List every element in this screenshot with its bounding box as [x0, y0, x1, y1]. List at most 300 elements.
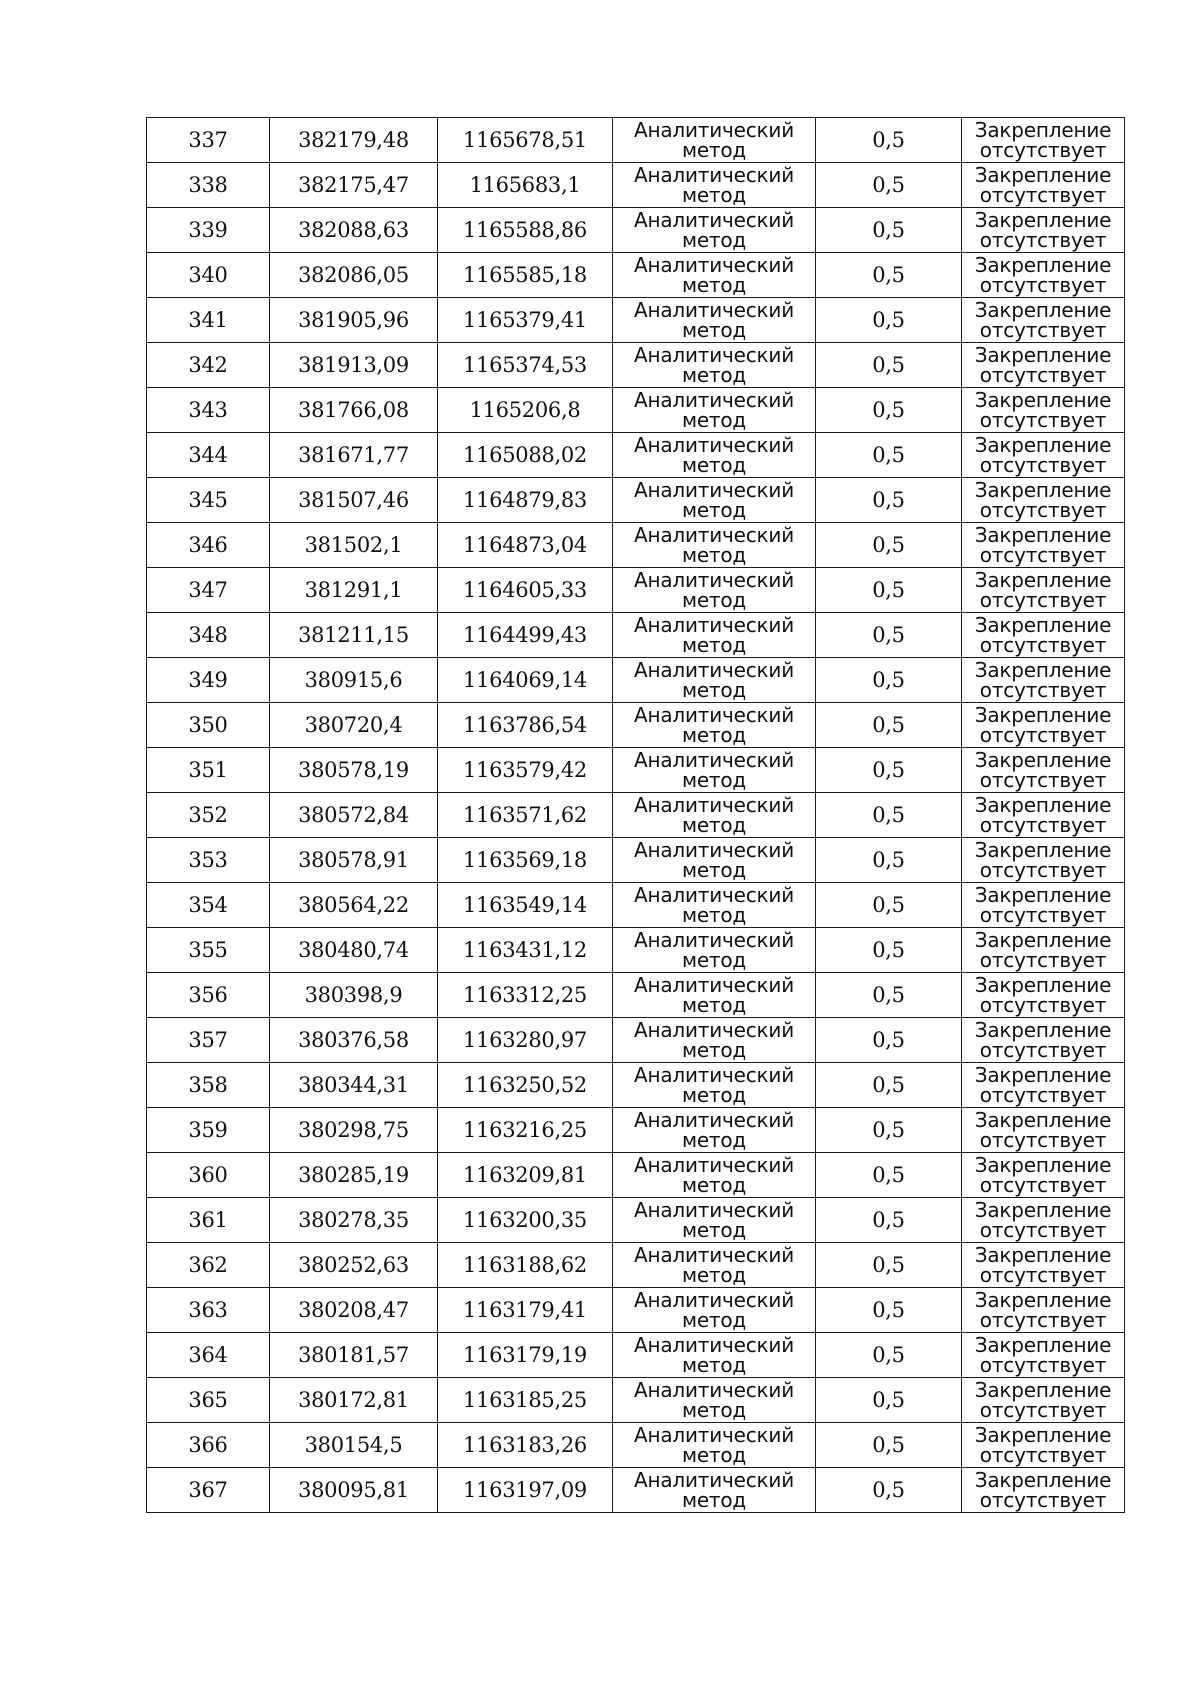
fixation-cell	[962, 973, 1125, 1018]
y-coordinate-cell: 1164605,33	[438, 568, 613, 613]
method-cell-line-2: метод	[681, 183, 747, 207]
fixation-cell-line-2: отсутствует	[979, 813, 1107, 837]
x-coordinate-cell: 380208,47	[270, 1288, 438, 1333]
table-row	[147, 1063, 1125, 1108]
x-coordinate-cell: 380154,5	[270, 1423, 438, 1468]
fixation-cell-line-2: отсутствует	[979, 543, 1107, 567]
method-cell	[613, 343, 816, 388]
fixation-cell-line-2: отсутствует	[979, 633, 1107, 657]
x-coordinate-cell: 381905,96	[270, 298, 438, 343]
point-number-cell: 352	[147, 793, 270, 838]
x-coordinate-cell: 380578,19	[270, 748, 438, 793]
fixation-cell	[962, 613, 1125, 658]
method-cell-line-2: метод	[681, 1128, 747, 1152]
fixation-cell-line-2: отсутствует	[979, 1173, 1107, 1197]
x-coordinate-cell: 380278,35	[270, 1198, 438, 1243]
fixation-cell	[962, 433, 1125, 478]
table-row	[147, 1018, 1125, 1063]
accuracy-cell: 0,5	[816, 388, 962, 433]
method-cell-line-2: метод	[681, 633, 747, 657]
method-cell-line-2: метод	[681, 1398, 747, 1422]
x-coordinate-cell: 381502,1	[270, 523, 438, 568]
accuracy-cell: 0,5	[816, 298, 962, 343]
y-coordinate-cell: 1163312,25	[438, 973, 613, 1018]
fixation-cell-line-1: Закрепление	[974, 838, 1112, 862]
method-cell	[613, 478, 816, 523]
y-coordinate-cell: 1165374,53	[438, 343, 613, 388]
point-number-cell: 342	[147, 343, 270, 388]
accuracy-cell: 0,5	[816, 1018, 962, 1063]
point-number-cell: 364	[147, 1333, 270, 1378]
method-cell	[613, 1153, 816, 1198]
fixation-cell-line-2: отсутствует	[979, 768, 1107, 792]
y-coordinate-cell: 1163179,19	[438, 1333, 613, 1378]
method-cell-line-1: Аналитический	[633, 658, 795, 682]
fixation-cell-line-2: отсутствует	[979, 453, 1107, 477]
method-cell-line-1: Аналитический	[633, 1378, 795, 1402]
table-row	[147, 973, 1125, 1018]
method-cell	[613, 253, 816, 298]
y-coordinate-cell: 1163179,41	[438, 1288, 613, 1333]
method-cell-line-2: метод	[681, 363, 747, 387]
fixation-cell	[962, 1018, 1125, 1063]
method-cell	[613, 1333, 816, 1378]
y-coordinate-cell: 1163549,14	[438, 883, 613, 928]
fixation-cell	[962, 1153, 1125, 1198]
fixation-cell	[962, 568, 1125, 613]
point-number-cell: 341	[147, 298, 270, 343]
fixation-cell-line-1: Закрепление	[974, 658, 1112, 682]
x-coordinate-cell: 381291,1	[270, 568, 438, 613]
x-coordinate-cell: 381211,15	[270, 613, 438, 658]
method-cell-line-2: метод	[681, 498, 747, 522]
fixation-cell-line-2: отсутствует	[979, 1038, 1107, 1062]
point-number-cell: 343	[147, 388, 270, 433]
table-row	[147, 298, 1125, 343]
method-cell-line-2: метод	[681, 1488, 747, 1512]
table-row	[147, 253, 1125, 298]
table-row	[147, 343, 1125, 388]
y-coordinate-cell: 1165678,51	[438, 118, 613, 163]
method-cell-line-2: метод	[681, 948, 747, 972]
accuracy-cell: 0,5	[816, 883, 962, 928]
table-row	[147, 793, 1125, 838]
method-cell-line-1: Аналитический	[633, 928, 795, 952]
y-coordinate-cell: 1164879,83	[438, 478, 613, 523]
accuracy-cell: 0,5	[816, 253, 962, 298]
method-cell	[613, 1378, 816, 1423]
table-row	[147, 658, 1125, 703]
method-cell	[613, 118, 816, 163]
fixation-cell-line-1: Закрепление	[974, 1423, 1112, 1447]
method-cell-line-1: Аналитический	[633, 343, 795, 367]
method-cell-line-1: Аналитический	[633, 703, 795, 727]
point-number-cell: 337	[147, 118, 270, 163]
method-cell-line-2: метод	[681, 273, 747, 297]
method-cell-line-2: метод	[681, 768, 747, 792]
method-cell	[613, 1468, 816, 1513]
fixation-cell	[962, 928, 1125, 973]
fixation-cell-line-1: Закрепление	[974, 748, 1112, 772]
point-number-cell: 356	[147, 973, 270, 1018]
point-number-cell: 367	[147, 1468, 270, 1513]
y-coordinate-cell: 1163571,62	[438, 793, 613, 838]
fixation-cell	[962, 748, 1125, 793]
point-number-cell: 351	[147, 748, 270, 793]
fixation-cell	[962, 253, 1125, 298]
table-row	[147, 118, 1125, 163]
x-coordinate-cell: 380915,6	[270, 658, 438, 703]
fixation-cell-line-2: отсутствует	[979, 723, 1107, 747]
x-coordinate-cell: 380172,81	[270, 1378, 438, 1423]
fixation-cell-line-2: отсутствует	[979, 138, 1107, 162]
method-cell-line-1: Аналитический	[633, 253, 795, 277]
accuracy-cell: 0,5	[816, 433, 962, 478]
fixation-cell-line-2: отсутствует	[979, 1128, 1107, 1152]
point-number-cell: 353	[147, 838, 270, 883]
fixation-cell	[962, 298, 1125, 343]
method-cell-line-1: Аналитический	[633, 388, 795, 412]
method-cell	[613, 1063, 816, 1108]
point-number-cell: 365	[147, 1378, 270, 1423]
fixation-cell-line-2: отсутствует	[979, 183, 1107, 207]
fixation-cell-line-1: Закрепление	[974, 1378, 1112, 1402]
coordinates-table-body	[147, 118, 1125, 1513]
fixation-cell	[962, 883, 1125, 928]
fixation-cell-line-1: Закрепление	[974, 1333, 1112, 1357]
table-row	[147, 1378, 1125, 1423]
fixation-cell-line-2: отсутствует	[979, 273, 1107, 297]
y-coordinate-cell: 1163185,25	[438, 1378, 613, 1423]
point-number-cell: 359	[147, 1108, 270, 1153]
point-number-cell: 358	[147, 1063, 270, 1108]
y-coordinate-cell: 1163431,12	[438, 928, 613, 973]
method-cell-line-2: метод	[681, 228, 747, 252]
table-row	[147, 838, 1125, 883]
method-cell	[613, 703, 816, 748]
accuracy-cell: 0,5	[816, 1423, 962, 1468]
method-cell-line-1: Аналитический	[633, 298, 795, 322]
fixation-cell-line-1: Закрепление	[974, 1468, 1112, 1492]
y-coordinate-cell: 1163183,26	[438, 1423, 613, 1468]
table-row	[147, 1333, 1125, 1378]
fixation-cell	[962, 1378, 1125, 1423]
method-cell	[613, 1288, 816, 1333]
table-row	[147, 1198, 1125, 1243]
fixation-cell-line-1: Закрепление	[974, 1243, 1112, 1267]
accuracy-cell: 0,5	[816, 838, 962, 883]
accuracy-cell: 0,5	[816, 118, 962, 163]
fixation-cell-line-2: отсутствует	[979, 498, 1107, 522]
fixation-cell-line-2: отсутствует	[979, 1353, 1107, 1377]
x-coordinate-cell: 381507,46	[270, 478, 438, 523]
x-coordinate-cell: 382175,47	[270, 163, 438, 208]
point-number-cell: 339	[147, 208, 270, 253]
x-coordinate-cell: 380398,9	[270, 973, 438, 1018]
method-cell-line-1: Аналитический	[633, 118, 795, 142]
coordinates-table	[146, 117, 1125, 1513]
method-cell-line-1: Аналитический	[633, 1423, 795, 1447]
method-cell-line-1: Аналитический	[633, 973, 795, 997]
method-cell-line-1: Аналитический	[633, 1288, 795, 1312]
method-cell-line-1: Аналитический	[633, 883, 795, 907]
fixation-cell-line-2: отсутствует	[979, 948, 1107, 972]
fixation-cell-line-1: Закрепление	[974, 1198, 1112, 1222]
method-cell-line-1: Аналитический	[633, 523, 795, 547]
x-coordinate-cell: 380252,63	[270, 1243, 438, 1288]
fixation-cell	[962, 838, 1125, 883]
method-cell-line-2: метод	[681, 993, 747, 1017]
y-coordinate-cell: 1165585,18	[438, 253, 613, 298]
y-coordinate-cell: 1165588,86	[438, 208, 613, 253]
accuracy-cell: 0,5	[816, 1378, 962, 1423]
point-number-cell: 362	[147, 1243, 270, 1288]
fixation-cell	[962, 1063, 1125, 1108]
method-cell-line-1: Аналитический	[633, 793, 795, 817]
point-number-cell: 348	[147, 613, 270, 658]
fixation-cell-line-1: Закрепление	[974, 388, 1112, 412]
method-cell-line-2: метод	[681, 588, 747, 612]
method-cell-line-1: Аналитический	[633, 433, 795, 457]
fixation-cell-line-1: Закрепление	[974, 883, 1112, 907]
fixation-cell	[962, 658, 1125, 703]
method-cell	[613, 163, 816, 208]
table-row	[147, 1468, 1125, 1513]
point-number-cell: 357	[147, 1018, 270, 1063]
y-coordinate-cell: 1164499,43	[438, 613, 613, 658]
table-row	[147, 523, 1125, 568]
method-cell-line-2: метод	[681, 678, 747, 702]
method-cell-line-2: метод	[681, 1218, 747, 1242]
fixation-cell-line-1: Закрепление	[974, 433, 1112, 457]
x-coordinate-cell: 380578,91	[270, 838, 438, 883]
point-number-cell: 361	[147, 1198, 270, 1243]
table-row	[147, 163, 1125, 208]
x-coordinate-cell: 381766,08	[270, 388, 438, 433]
table-row	[147, 883, 1125, 928]
method-cell	[613, 973, 816, 1018]
fixation-cell	[962, 1243, 1125, 1288]
fixation-cell	[962, 1468, 1125, 1513]
accuracy-cell: 0,5	[816, 658, 962, 703]
table-row	[147, 388, 1125, 433]
x-coordinate-cell: 380564,22	[270, 883, 438, 928]
method-cell-line-1: Аналитический	[633, 568, 795, 592]
method-cell-line-2: метод	[681, 813, 747, 837]
fixation-cell	[962, 343, 1125, 388]
method-cell	[613, 1243, 816, 1288]
fixation-cell-line-2: отсутствует	[979, 363, 1107, 387]
fixation-cell-line-2: отсутствует	[979, 858, 1107, 882]
fixation-cell-line-2: отсутствует	[979, 1308, 1107, 1332]
point-number-cell: 340	[147, 253, 270, 298]
y-coordinate-cell: 1164873,04	[438, 523, 613, 568]
fixation-cell	[962, 1333, 1125, 1378]
method-cell	[613, 433, 816, 478]
method-cell	[613, 1018, 816, 1063]
accuracy-cell: 0,5	[816, 1243, 962, 1288]
x-coordinate-cell: 380572,84	[270, 793, 438, 838]
fixation-cell-line-2: отсутствует	[979, 1398, 1107, 1422]
fixation-cell-line-2: отсутствует	[979, 1083, 1107, 1107]
accuracy-cell: 0,5	[816, 478, 962, 523]
accuracy-cell: 0,5	[816, 523, 962, 568]
fixation-cell-line-1: Закрепление	[974, 478, 1112, 502]
fixation-cell-line-1: Закрепление	[974, 1108, 1112, 1132]
method-cell-line-2: метод	[681, 1083, 747, 1107]
y-coordinate-cell: 1163579,42	[438, 748, 613, 793]
fixation-cell-line-1: Закрепление	[974, 613, 1112, 637]
table-row	[147, 478, 1125, 523]
point-number-cell: 366	[147, 1423, 270, 1468]
method-cell-line-1: Аналитический	[633, 1333, 795, 1357]
accuracy-cell: 0,5	[816, 928, 962, 973]
method-cell	[613, 613, 816, 658]
accuracy-cell: 0,5	[816, 703, 962, 748]
x-coordinate-cell: 382179,48	[270, 118, 438, 163]
point-number-cell: 360	[147, 1153, 270, 1198]
y-coordinate-cell: 1163209,81	[438, 1153, 613, 1198]
y-coordinate-cell: 1163786,54	[438, 703, 613, 748]
fixation-cell-line-2: отсутствует	[979, 993, 1107, 1017]
fixation-cell-line-1: Закрепление	[974, 208, 1112, 232]
method-cell-line-1: Аналитический	[633, 1468, 795, 1492]
method-cell	[613, 928, 816, 973]
method-cell-line-2: метод	[681, 858, 747, 882]
fixation-cell	[962, 793, 1125, 838]
method-cell	[613, 523, 816, 568]
method-cell-line-1: Аналитический	[633, 838, 795, 862]
method-cell-line-2: метод	[681, 318, 747, 342]
fixation-cell-line-1: Закрепление	[974, 298, 1112, 322]
method-cell	[613, 298, 816, 343]
method-cell-line-2: метод	[681, 453, 747, 477]
y-coordinate-cell: 1163280,97	[438, 1018, 613, 1063]
method-cell-line-1: Аналитический	[633, 208, 795, 232]
method-cell-line-1: Аналитический	[633, 1153, 795, 1177]
table-row	[147, 1423, 1125, 1468]
method-cell	[613, 883, 816, 928]
fixation-cell-line-1: Закрепление	[974, 1063, 1112, 1087]
fixation-cell-line-2: отсутствует	[979, 1443, 1107, 1467]
table-row	[147, 613, 1125, 658]
table-row	[147, 208, 1125, 253]
method-cell-line-2: метод	[681, 1263, 747, 1287]
accuracy-cell: 0,5	[816, 1288, 962, 1333]
fixation-cell-line-1: Закрепление	[974, 928, 1112, 952]
method-cell	[613, 1423, 816, 1468]
point-number-cell: 347	[147, 568, 270, 613]
accuracy-cell: 0,5	[816, 793, 962, 838]
fixation-cell-line-2: отсутствует	[979, 228, 1107, 252]
method-cell-line-2: метод	[681, 1353, 747, 1377]
method-cell-line-2: метод	[681, 543, 747, 567]
fixation-cell-line-1: Закрепление	[974, 253, 1112, 277]
fixation-cell	[962, 1288, 1125, 1333]
method-cell-line-2: метод	[681, 408, 747, 432]
method-cell-line-1: Аналитический	[633, 1243, 795, 1267]
point-number-cell: 349	[147, 658, 270, 703]
fixation-cell-line-1: Закрепление	[974, 793, 1112, 817]
x-coordinate-cell: 381671,77	[270, 433, 438, 478]
fixation-cell-line-1: Закрепление	[974, 973, 1112, 997]
method-cell	[613, 793, 816, 838]
fixation-cell-line-1: Закрепление	[974, 343, 1112, 367]
accuracy-cell: 0,5	[816, 343, 962, 388]
method-cell-line-1: Аналитический	[633, 163, 795, 187]
y-coordinate-cell: 1165683,1	[438, 163, 613, 208]
fixation-cell	[962, 163, 1125, 208]
method-cell-line-2: метод	[681, 138, 747, 162]
fixation-cell	[962, 703, 1125, 748]
point-number-cell: 338	[147, 163, 270, 208]
x-coordinate-cell: 380344,31	[270, 1063, 438, 1108]
x-coordinate-cell: 381913,09	[270, 343, 438, 388]
table-row	[147, 433, 1125, 478]
y-coordinate-cell: 1164069,14	[438, 658, 613, 703]
point-number-cell: 344	[147, 433, 270, 478]
table-row	[147, 748, 1125, 793]
y-coordinate-cell: 1165088,02	[438, 433, 613, 478]
method-cell-line-1: Аналитический	[633, 1198, 795, 1222]
x-coordinate-cell: 382088,63	[270, 208, 438, 253]
fixation-cell-line-2: отсутствует	[979, 903, 1107, 927]
table-row	[147, 1153, 1125, 1198]
y-coordinate-cell: 1163200,35	[438, 1198, 613, 1243]
x-coordinate-cell: 380285,19	[270, 1153, 438, 1198]
method-cell-line-2: метод	[681, 1173, 747, 1197]
y-coordinate-cell: 1165206,8	[438, 388, 613, 433]
table-row	[147, 703, 1125, 748]
fixation-cell-line-1: Закрепление	[974, 1288, 1112, 1312]
point-number-cell: 363	[147, 1288, 270, 1333]
method-cell-line-1: Аналитический	[633, 1018, 795, 1042]
method-cell-line-1: Аналитический	[633, 478, 795, 502]
fixation-cell-line-1: Закрепление	[974, 1153, 1112, 1177]
fixation-cell-line-2: отсутствует	[979, 1218, 1107, 1242]
method-cell	[613, 1108, 816, 1153]
accuracy-cell: 0,5	[816, 1063, 962, 1108]
fixation-cell-line-1: Закрепление	[974, 118, 1112, 142]
x-coordinate-cell: 380298,75	[270, 1108, 438, 1153]
y-coordinate-cell: 1163216,25	[438, 1108, 613, 1153]
point-number-cell: 345	[147, 478, 270, 523]
fixation-cell-line-2: отсутствует	[979, 1263, 1107, 1287]
method-cell-line-2: метод	[681, 1308, 747, 1332]
fixation-cell	[962, 388, 1125, 433]
point-number-cell: 346	[147, 523, 270, 568]
method-cell	[613, 838, 816, 883]
table-row	[147, 1288, 1125, 1333]
method-cell-line-2: метод	[681, 903, 747, 927]
point-number-cell: 355	[147, 928, 270, 973]
accuracy-cell: 0,5	[816, 748, 962, 793]
method-cell	[613, 748, 816, 793]
table-row	[147, 568, 1125, 613]
fixation-cell-line-2: отсутствует	[979, 588, 1107, 612]
fixation-cell	[962, 478, 1125, 523]
method-cell-line-2: метод	[681, 1443, 747, 1467]
x-coordinate-cell: 380480,74	[270, 928, 438, 973]
method-cell-line-1: Аналитический	[633, 1108, 795, 1132]
fixation-cell	[962, 523, 1125, 568]
fixation-cell-line-2: отсутствует	[979, 318, 1107, 342]
fixation-cell-line-2: отсутствует	[979, 1488, 1107, 1512]
y-coordinate-cell: 1163188,62	[438, 1243, 613, 1288]
x-coordinate-cell: 382086,05	[270, 253, 438, 298]
method-cell	[613, 568, 816, 613]
y-coordinate-cell: 1163569,18	[438, 838, 613, 883]
